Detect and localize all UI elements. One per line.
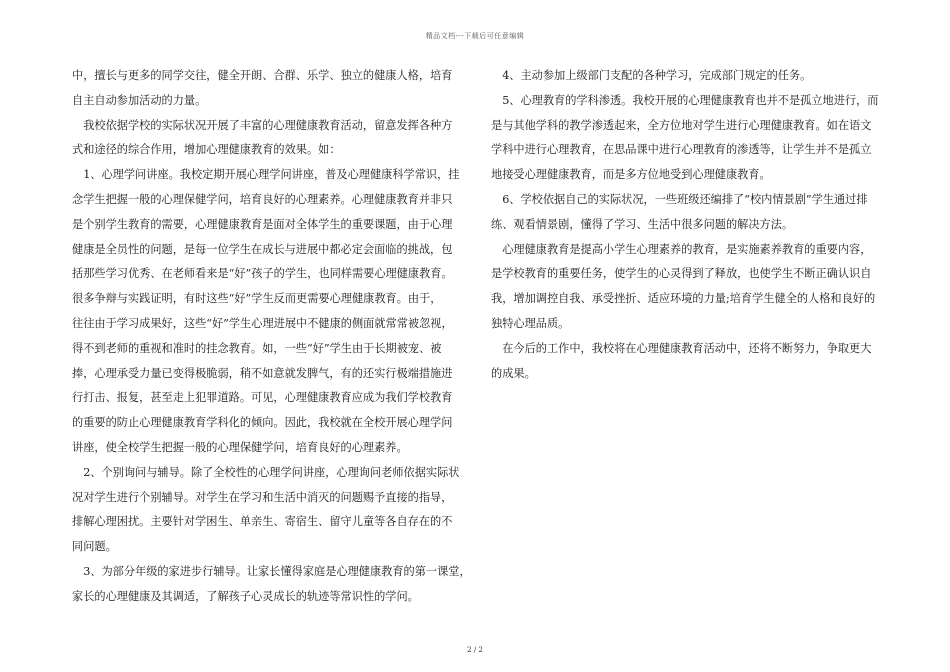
text-line: 2、个别询问与辅导。除了全校性的心理学问讲座，心理询问老师依据实际状 [72, 465, 460, 479]
text-line: 很多争辩与实践证明，有时这些“好”学生反而更需要心理健康教育。由于， [72, 292, 442, 306]
text-line: 3、为部分年级的家进步行辅导。让家长懂得家庭是心理健康教育的第一课堂， [72, 564, 471, 578]
text-line: 在今后的工作中，我校将在心理健康教育活动中，还将不断努力，争取更大 [491, 341, 872, 355]
text-line: 健康是全员性的问题，是每一位学生在成长与进展中都必定会面临的挑战，包 [72, 242, 453, 256]
text-line: 括那些学习优秀、在老师看来是“好”孩子的学生，也同样需要心理健康教育。 [72, 267, 453, 281]
text-line: 练、观看情景剧，懂得了学习、生活中很多问题的解决方法。 [491, 217, 794, 231]
text-line: 家长的心理健康及其调适，了解孩子心灵成长的轨迹等常识性的学问。 [72, 589, 419, 603]
text-line: 排解心理困扰。主要针对学困生、单亲生、寄宿生、留守儿童等各自存在的不 [72, 515, 453, 529]
text-line: 4、主动参加上级部门支配的各种学习，完成部门规定的任务。 [491, 69, 812, 82]
text-line: 地接受心理健康教育，而是多方位地受到心理健康教育。 [491, 168, 771, 182]
text-line: 中，擅长与更多的同学交往，健全开朗、合群、乐学、独立的健康人格，培育 [72, 69, 453, 82]
text-line: 讲座，使全校学生把握一般的心理保健学问，培育良好的心理素养。 [72, 440, 408, 454]
text-line: 1、心理学问讲座。我校定期开展心理学问讲座，普及心理健康科学常识，挂 [72, 168, 460, 182]
text-line: 况对学生进行个别辅导。对学生在学习和生活中消灭的问题赐予直接的指导， [72, 490, 453, 504]
left-text-column [72, 64, 471, 610]
page-number: 2 / 2 [467, 646, 483, 654]
text-line: 得不到老师的重视和准时的挂念教育。如，一些“好”学生由于长期被宠、被 [72, 341, 442, 355]
text-line: 我校依据学校的实际状况开展了丰富的心理健康教育活动，留意发挥各种方 [72, 118, 453, 132]
text-line: 往往由于学习成果好，这些“好”学生心理进展中不健康的侧面就常常被忽视， [72, 316, 453, 330]
page-header: 精品文档---下载后可任意编辑 [425, 32, 525, 40]
text-line: 念学生把握一般的心理保健学问，培育良好的心理素养。心理健康教育并非只 [72, 192, 453, 206]
text-line: 的重要的防止心理健康教育学科化的倾向。因此，我校就在全校开展心理学问 [72, 416, 453, 430]
text-line: 学科中进行心理教育，在思品课中进行心理教育的渗透等，让学生并不是孤立 [491, 143, 872, 157]
text-line: 是个别学生教育的需要，心理健康教育是面对全体学生的重要课题，由于心理 [72, 217, 453, 231]
text-line: 捧，心理承受力量已变得极脆弱，稍不如意就发脾气，有的还实行极端措施进 [72, 366, 453, 380]
text-line: 是学校教育的重要任务，使学生的心灵得到了释放，也使学生不断正确认识自 [491, 267, 872, 281]
text-line: 是与其他学科的教学渗透起来，全方位地对学生进行心理健康教育。如在语文 [491, 118, 872, 132]
text-line: 同问题。 [72, 540, 117, 554]
text-line: 的成果。 [491, 366, 536, 380]
text-line: 5、心理教育的学科渗透。我校开展的心理健康教育也并不是孤立地进行，而 [491, 93, 879, 107]
right-text-column [491, 64, 883, 386]
text-line: 心理健康教育是提高小学生心理素养的教育，是实施素养教育的重要内容， [491, 242, 872, 256]
text-line: 我，增加调控自我、承受挫折、适应环境的力量;培育学生健全的人格和良好的 [491, 292, 876, 306]
text-line: 行打击、报复，甚至走上犯罪道路。可见，心理健康教育应成为我们学校教育 [72, 391, 453, 405]
text-line: 独特心理品质。 [491, 316, 570, 330]
text-line: 自主自动参加活动的力量。 [72, 93, 207, 107]
text-line: 式和途径的综合作用，增加心理健康教育的效果。如： [72, 143, 341, 157]
text-line: 6、学校依据自己的实际状况，一些班级还编排了“校内情景剧”学生通过排 [491, 192, 868, 206]
